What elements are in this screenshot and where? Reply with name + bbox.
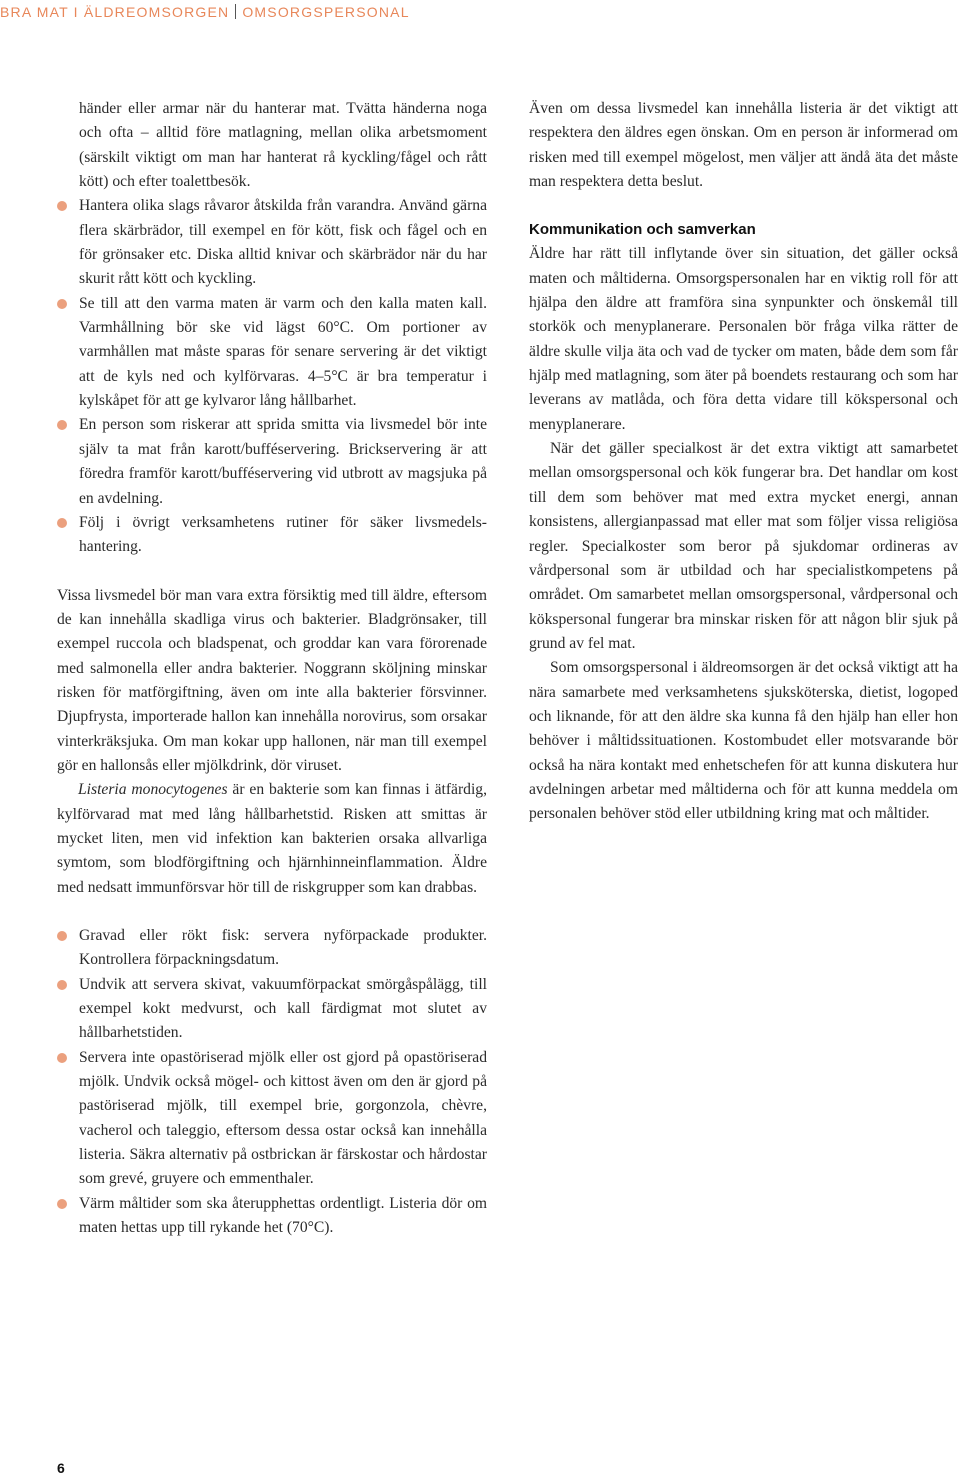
body-paragraph: När det gäller specialkost är det extra viktigt att samarbetet mellan omsorgspersonal och kök fungerar bra. Det handlar om kost till dem som behöver mat med extra mycket energi, annan konsistens, allergianpassad mat eller mat som följer vissa religiösa regler. Specialkoster som beror på sjukdomar ordineras av vårdpersonal som är utbildad och har specialistkompetens på området. Om samarbetet mellan omsorgspersonal, vårdpersonal och kökspersonal fungerar bra minskar risken för att någon blir sjuk på grund av fel mat. bbox=[529, 440, 958, 652]
bullet-dot-icon bbox=[57, 420, 67, 430]
italic-term: Listeria monocytogenes bbox=[78, 781, 228, 799]
body-paragraph: Äldre har rätt till inflytande över sin situation, det gäller också maten och måltiderna. Omsorgspersonalen har en viktig roll för att hjälpa den äldre att framföra sina synpunkter och önskemål till storkök och menyplanerare. Personalen bör fråga vilka rätter de äldre skulle vilja äta och vad de tycker om maten, både dem som får hjälp med matlagning, som äter på boendets restaurang och som har leverans av matlåda, och föra detta vidare till kökspersonal och menyplanerare. bbox=[529, 245, 958, 433]
header-section: BRA MAT I ÄLDREOMSORGEN bbox=[0, 4, 230, 20]
bullet-item bbox=[79, 973, 487, 1046]
continued-paragraph: händer eller armar när du hanterar mat. Tvätta händerna noga och ofta – alltid före matlagning, mellan olika arbetsmoment (särskilt viktigt om man har hanterat rå kyckling/fågel och rått kött) och efter toalettbesök. bbox=[79, 100, 487, 191]
body-paragraph: Även om dessa livsmedel kan innehålla listeria är det viktigt att respektera den äldres egen önskan. Om en person är informerad om risken med till exempel mögelost, men väljer att ändå äta det måste man respektera detta beslut. bbox=[529, 100, 958, 191]
bullet-dot-icon bbox=[57, 518, 67, 528]
bullet-dot-icon bbox=[57, 201, 67, 211]
body-paragraph: Som omsorgspersonal i äldreomsorgen är det också viktigt att ha nära samarbete med verksamhetens sjuksköterska, dietist, logoped och liknande, för att den äldre ska kunna få den hjälp han eller hon behöver i måltidssituationen. Kostombudet eller motsvarande bör också ha nära kontakt med enhetschefen för att kunna diskutera hur avdelningen arbetar med måltiderna och för att kunna meddela om personalen behöver stöd eller utbildning kring mat och måltider. bbox=[529, 659, 958, 823]
bullet-item bbox=[79, 413, 487, 510]
bullet-dot-icon bbox=[57, 980, 67, 990]
bullet-text: En person som riskerar att sprida smitta via livsmedel bör inte själv ta mat från karott/bufféservering. Brickservering är att föredra framför karott/bufféservering vid utbrott av magsjuka på en avdelning. bbox=[79, 416, 487, 507]
food-safety-bullet-list bbox=[57, 924, 487, 1240]
bullet-text: Undvik att servera skivat, vakuumförpackat smörgåspålägg, till exempel kokt medvurst, och kall färdigmat mot slutet av hållbarhetstiden. bbox=[79, 975, 487, 1042]
page-number: 6 bbox=[57, 1460, 65, 1476]
paragraph-text: är en bakterie som kan finnas i ätfärdig, kylförvarad mat med lång hållbarhetstid. Risken att smittas är mycket liten, men vid infektion kan bakterien orsaka allvarliga symtom, som blodförgiftning och hjärnhinneinflammation. Äldre med nedsatt immunförsvar hör till de riskgrupper som kan drabbas. bbox=[57, 781, 487, 896]
header-separator bbox=[235, 4, 236, 19]
bullet-item bbox=[79, 924, 487, 973]
body-paragraph: Vissa livsmedel bör man vara extra försiktig med till äldre, eftersom de kan innehålla skadliga virus och bakterier. Bladgrönsaker, till exempel ruccola och bladspenat, och groddar kan vara förorenade med salmonella eller andra bakterier. Noggrann sköljning minskar risken för matförgiftning, även om inte alla bakterier försvinner. Djupfrysta, importerade hallon kan innehålla norovirus, som orsakar vinterkräksjuka. Om man kokar upp hallonen, när man till exempel gör en hallonsås eller mjölkdrink, dör viruset. bbox=[57, 586, 487, 774]
bullet-item bbox=[79, 292, 487, 414]
left-column bbox=[57, 97, 487, 1240]
body-paragraph bbox=[57, 778, 487, 900]
section-heading: Kommunikation och samverkan bbox=[529, 221, 756, 239]
bullet-dot-icon bbox=[57, 1199, 67, 1209]
bullet-text: Hantera olika slags råvaror åtskilda från varandra. Använd gärna flera skärbrädor, till exempel en för kött, fisk och fågel och en för grönsaker etc. Diska alltid knivar och skärbrädor när du har skurit rått kött och kyckling. bbox=[79, 197, 487, 288]
bullet-dot-icon bbox=[57, 299, 67, 309]
bullet-item bbox=[79, 1192, 487, 1241]
bullet-item bbox=[79, 194, 487, 291]
bullet-text: Värm måltider som ska återupphettas ordentligt. Listeria dör om maten hettas upp till rykande het (70°C). bbox=[79, 1194, 487, 1237]
bullet-dot-icon bbox=[57, 1053, 67, 1063]
bullet-text: Gravad eller rökt fisk: servera nyförpackade produkter. Kontrollera förpackningsdatum. bbox=[79, 927, 487, 969]
header-subsection: OMSORGSPERSONAL bbox=[242, 4, 410, 20]
right-column bbox=[529, 97, 958, 827]
bullet-text: Servera inte opastöriserad mjölk eller ost gjord på opastöriserad mjölk. Undvik också mögel- och kittost även om den är gjord på pastöriserad mjölk, till exempel brie, gorgonzola, chèvre, vacherol och taleggio, eftersom dessa ostar också kan innehålla listeria. Säkra alternativ på ostbrickan är färskostar och hårdostar som grevé, gruyere och emmenthaler. bbox=[79, 1048, 487, 1188]
bullet-text: Se till att den varma maten är varm och den kalla maten kall. Varmhållning bör ske vid lägst 60°C. Om portioner av varmhållen mat måste sparas för senare servering är det viktigt att de kyls ned och kylförvaras. 4–5°C är bra temperatur i kylskåpet för att ge kylvaror lång hållbarhet. bbox=[79, 294, 487, 410]
running-header bbox=[0, 4, 410, 20]
bullet-dot-icon bbox=[57, 931, 67, 941]
bullet-item bbox=[79, 511, 487, 560]
hygiene-bullet-list bbox=[57, 194, 487, 559]
bullet-item bbox=[79, 1046, 487, 1192]
bullet-text: Följ i övrigt verksamhetens rutiner för säker livsmedelshantering. bbox=[79, 513, 487, 556]
